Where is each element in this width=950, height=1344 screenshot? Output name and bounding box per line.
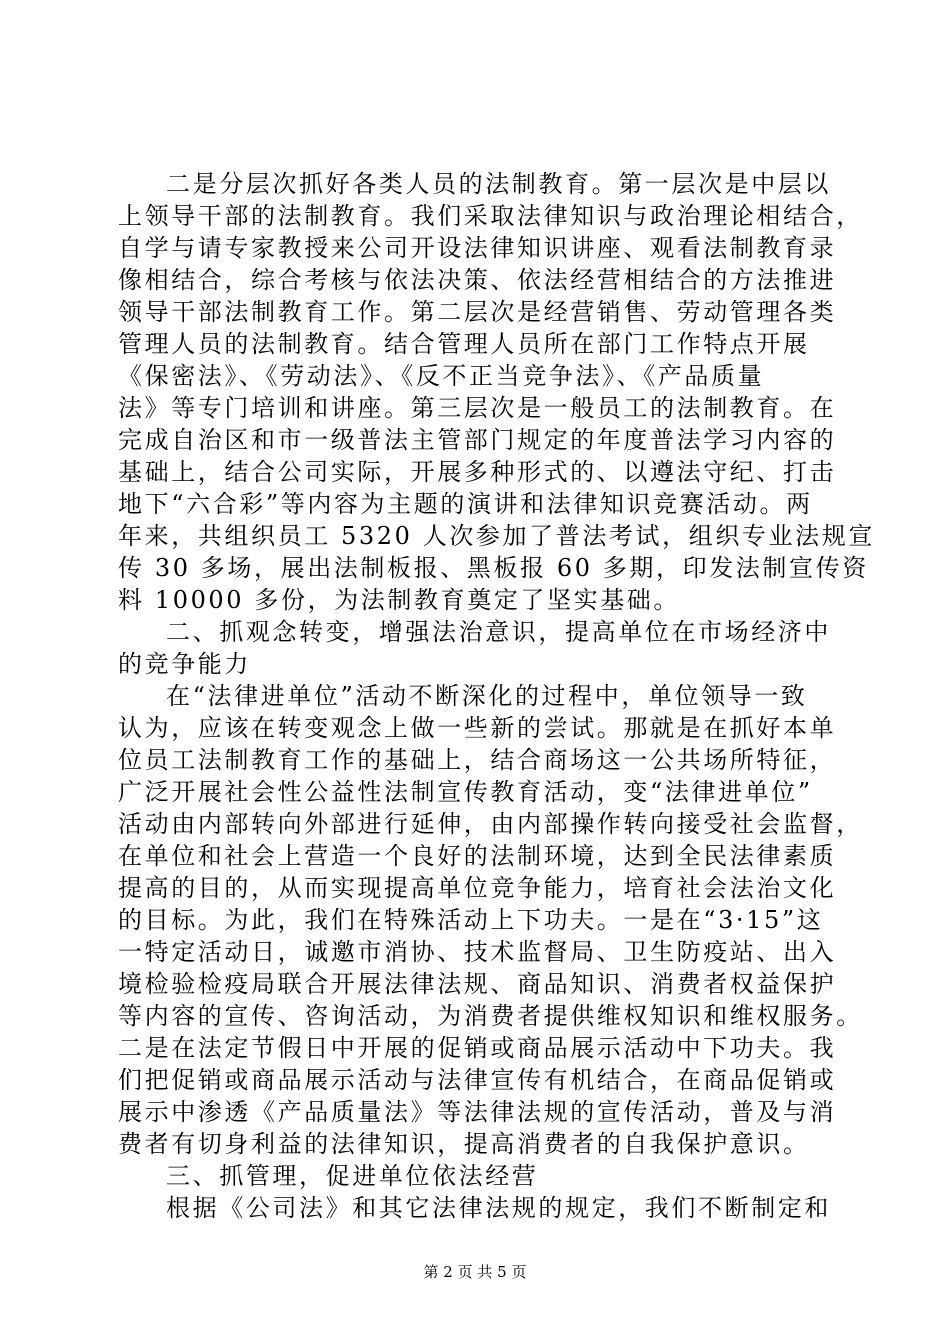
- text-line-3: 自学与请专家教授来公司开设法律知识讲座、观看法制教育录: [118, 234, 837, 262]
- text-line-4: 像相结合，综合考核与依法决策、依法经营相结合的方法推进: [118, 266, 837, 294]
- text-line-6: 管理人员的法制教育。结合管理人员所在部门工作特点开展: [118, 330, 810, 358]
- text-line-21: 活动由内部转向外部进行延伸，由内部操作转向接受社会监督，: [118, 810, 863, 838]
- text-line-10: 基础上，结合公司实际，开展多种形式的、以遵法守纪、打击: [118, 458, 837, 486]
- text-line-27: 等内容的宣传、咨询活动，为消费者提供维权知识和维权服务。: [118, 1002, 863, 1030]
- text-line-17: 在“法律进单位”活动不断深化的过程中，单位领导一致: [166, 682, 808, 710]
- text-line-12: 年来，共组织员工 5320 人次参加了普法考试，组织专业法规宣: [118, 522, 875, 550]
- text-line-22: 在单位和社会上营造一个良好的法制环境，达到全民法律素质: [118, 842, 837, 870]
- text-line-28: 二是在法定节假日中开展的促销或商品展示活动中下功夫。我: [118, 1034, 837, 1062]
- text-line-31: 费者有切身利益的法律知识，提高消费者的自我保护意识。: [118, 1130, 810, 1158]
- text-line-14: 料 10000 多份，为法制教育奠定了坚实基础。: [118, 586, 681, 614]
- section-heading-2: 二、抓观念转变，增强法治意识，提高单位在市场经济中: [166, 618, 831, 646]
- text-line-29: 们把促销或商品展示活动与法律宣传有机结合，在商品促销或: [118, 1066, 837, 1094]
- text-line-1: 二是分层次抓好各类人员的法制教育。第一层次是中层以: [166, 170, 831, 198]
- text-line-33: 根据《公司法》和其它法律法规的规定，我们不断制定和: [166, 1194, 831, 1222]
- page-footer: 第 2 页 共 5 页: [423, 1263, 527, 1281]
- text-line-24: 的目标。为此，我们在特殊活动上下功夫。一是在“3·15”这: [118, 906, 824, 934]
- text-line-5: 领导干部法制教育工作。第二层次是经营销售、劳动管理各类: [118, 298, 837, 326]
- text-line-8: 法》等专门培训和讲座。第三层次是一般员工的法制教育。在: [118, 394, 837, 422]
- text-line-23: 提高的目的，从而实现提高单位竞争能力，培育社会法治文化: [118, 874, 837, 902]
- text-line-19: 位员工法制教育工作的基础上，结合商场这一公共场所特征，: [118, 746, 837, 774]
- text-line-30: 展示中渗透《产品质量法》等法律法规的宣传活动，普及与消: [118, 1098, 837, 1126]
- text-line-11: 地下“六合彩”等内容为主题的演讲和法律知识竞赛活动。两: [118, 490, 813, 518]
- text-line-2: 上领导干部的法制教育。我们采取法律知识与政治理论相结合，: [118, 202, 863, 230]
- text-line-13: 传 30 多场，展出法制板报、黑板报 60 多期，印发法制宣传资: [118, 554, 869, 582]
- text-line-7: 《保密法》、《劳动法》、《反不正当竞争法》、《产品质量: [118, 362, 765, 390]
- text-line-9: 完成自治区和市一级普法主管部门规定的年度普法学习内容的: [118, 426, 837, 454]
- section-heading-3: 三、抓管理，促进单位依法经营: [166, 1162, 539, 1190]
- section-heading-2-cont: 的竞争能力: [118, 650, 251, 678]
- text-line-18: 认为，应该在转变观念上做一些新的尝试。那就是在抓好本单: [118, 714, 837, 742]
- text-line-25: 一特定活动日，诚邀市消协、技术监督局、卫生防疫站、出入: [118, 938, 837, 966]
- text-line-26: 境检验检疫局联合开展法律法规、商品知识、消费者权益保护: [118, 970, 837, 998]
- text-line-20: 广泛开展社会性公益性法制宣传教育活动，变“法律进单位”: [118, 778, 813, 806]
